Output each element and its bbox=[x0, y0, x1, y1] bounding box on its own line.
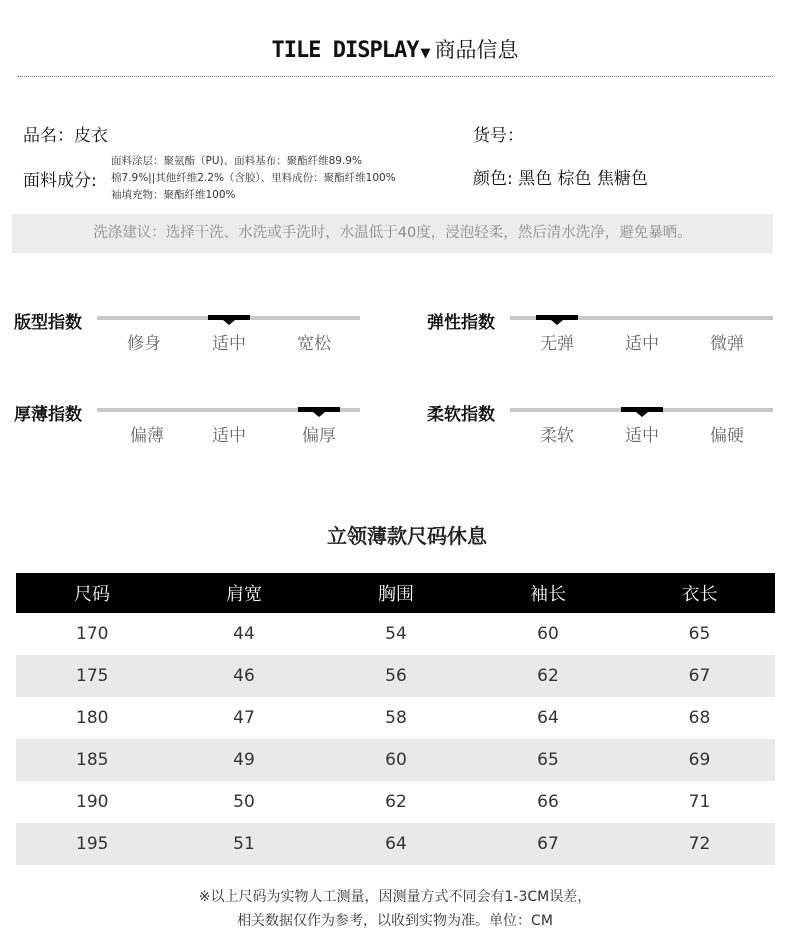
index-option: 适中 bbox=[625, 334, 659, 354]
cell-size: 195 bbox=[16, 823, 168, 865]
table-row bbox=[16, 697, 775, 739]
header-length: 衣长 bbox=[624, 573, 775, 613]
dotted-divider bbox=[17, 76, 773, 77]
header-chest: 胸围 bbox=[320, 573, 472, 613]
size-table-title: 立领薄款尺码休息 bbox=[327, 524, 487, 548]
index-option: 适中 bbox=[212, 334, 246, 354]
cell-length: 69 bbox=[624, 739, 775, 781]
cell-length: 67 bbox=[624, 655, 775, 697]
cell-length: 72 bbox=[624, 823, 775, 865]
cell-chest: 58 bbox=[385, 708, 407, 728]
index-option: 柔软 bbox=[540, 426, 574, 446]
cell-length: 68 bbox=[688, 708, 711, 728]
fabric-composition bbox=[111, 153, 471, 204]
cell-length: 71 bbox=[688, 792, 711, 812]
index-option: 适中 bbox=[625, 426, 659, 446]
index-label: 柔软指数 bbox=[427, 405, 495, 425]
cell-size: 190 bbox=[76, 792, 109, 812]
cell-size: 180 bbox=[76, 708, 109, 728]
product-name: 品名：皮衣 bbox=[23, 126, 108, 146]
cell-chest: 64 bbox=[320, 823, 472, 865]
cell-sleeve: 65 bbox=[472, 739, 624, 781]
note-line: ※以上尺码为实物人工测量，因测量方式不同会有1-3CM误差， bbox=[198, 889, 592, 905]
cell-chest: 60 bbox=[320, 739, 472, 781]
cell-shoulder: 50 bbox=[233, 792, 255, 812]
index-option: 修身 bbox=[127, 334, 161, 354]
cell-chest: 62 bbox=[385, 792, 407, 812]
header-size: 尺码 bbox=[16, 573, 168, 613]
table-row bbox=[16, 655, 775, 697]
table-row bbox=[16, 739, 775, 781]
index-option: 微弹 bbox=[710, 334, 744, 354]
cell-length: 65 bbox=[688, 624, 711, 644]
index-marker bbox=[298, 407, 340, 412]
color-values: 黑色 棕色 焦糖色 bbox=[518, 169, 648, 189]
cell-sleeve: 67 bbox=[472, 823, 624, 865]
fabric-line: 袖填充物：聚酯纤维100% bbox=[111, 189, 236, 201]
header-sleeve: 袖长 bbox=[472, 573, 624, 613]
index-option: 适中 bbox=[212, 426, 246, 446]
cell-shoulder: 51 bbox=[168, 823, 320, 865]
cell-shoulder: 49 bbox=[168, 739, 320, 781]
header-title-cn: 商品信息 bbox=[434, 38, 519, 62]
color-info bbox=[473, 164, 648, 189]
fabric-label: 面料成分: bbox=[23, 171, 97, 191]
cell-sleeve: 60 bbox=[537, 624, 559, 644]
cell-size: 170 bbox=[76, 624, 109, 644]
index-marker bbox=[536, 315, 578, 320]
triangle-down-icon: ▼ bbox=[420, 46, 431, 61]
cell-shoulder: 44 bbox=[233, 624, 255, 644]
index-option: 宽松 bbox=[297, 334, 331, 354]
cell-sleeve: 66 bbox=[537, 792, 559, 812]
cell-sleeve: 62 bbox=[472, 655, 624, 697]
header-title-en: TILE DISPLAY bbox=[271, 38, 419, 63]
product-code: 货号： bbox=[473, 126, 524, 146]
note-line: 相关数据仅作为参考，以收到实物为准。单位：CM bbox=[237, 913, 553, 929]
index-label: 厚薄指数 bbox=[14, 405, 82, 425]
index-marker bbox=[208, 315, 250, 320]
cell-chest: 56 bbox=[320, 655, 472, 697]
table-row bbox=[16, 613, 775, 655]
cell-size: 175 bbox=[16, 655, 168, 697]
table-header-row bbox=[16, 573, 775, 613]
index-option: 偏厚 bbox=[302, 426, 336, 446]
index-option: 偏薄 bbox=[130, 426, 164, 446]
fabric-line: 面料涂层：聚氨酯（PU)、面料基布：聚酯纤维89.9% bbox=[111, 155, 362, 167]
index-marker bbox=[621, 407, 663, 412]
table-row bbox=[16, 781, 775, 823]
cell-size: 185 bbox=[16, 739, 168, 781]
page-header bbox=[0, 30, 790, 74]
cell-chest: 54 bbox=[385, 624, 407, 644]
color-label: 颜色: bbox=[473, 169, 513, 189]
measurement-note bbox=[0, 885, 790, 933]
table-row bbox=[16, 823, 775, 865]
wash-advice: 洗涤建议：选择干洗、水洗或手洗时，水温低于40度，浸泡轻柔，然后清水洗净，避免暴晒。 bbox=[12, 214, 773, 253]
size-table bbox=[16, 573, 775, 865]
index-label: 弹性指数 bbox=[427, 313, 495, 333]
cell-shoulder: 46 bbox=[168, 655, 320, 697]
index-option: 偏硬 bbox=[710, 426, 744, 446]
cell-sleeve: 64 bbox=[537, 708, 559, 728]
index-label: 版型指数 bbox=[14, 313, 82, 333]
fabric-line: 棉7.9%||其他纤维2.2%（含胶）、里料成份：聚酯纤维100% bbox=[111, 172, 396, 184]
cell-shoulder: 47 bbox=[233, 708, 255, 728]
header-shoulder: 肩宽 bbox=[168, 573, 320, 613]
index-option: 无弹 bbox=[540, 334, 574, 354]
